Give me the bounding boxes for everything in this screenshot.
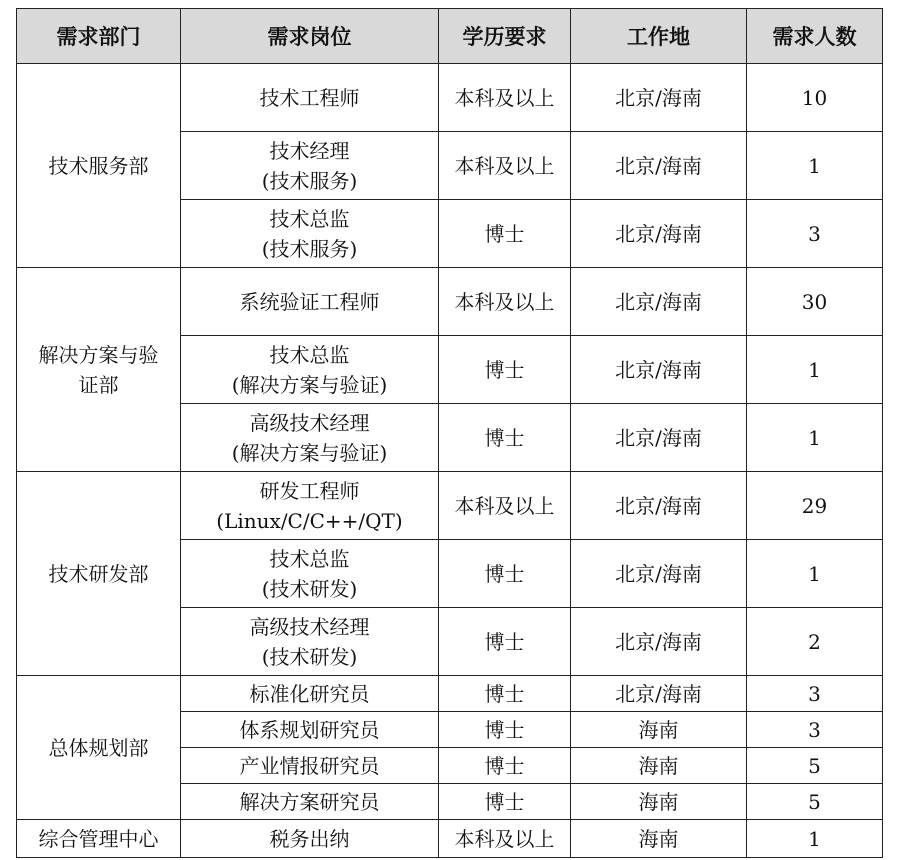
location-cell: 北京/海南 (571, 404, 747, 472)
position-cell (181, 784, 439, 820)
position-subtitle: (技术服务) (261, 236, 358, 261)
position-title: 系统验证工程师 (239, 289, 380, 314)
position-cell (181, 748, 439, 784)
position-subtitle: (技术研发) (261, 576, 358, 601)
position-cell (181, 540, 439, 608)
location-cell: 北京/海南 (571, 268, 747, 336)
header-position: 需求岗位 (181, 9, 439, 64)
position-subtitle: (解决方案与验证) (231, 372, 388, 397)
table-row (17, 676, 883, 712)
position-subtitle: (技术研发) (261, 644, 358, 669)
position-cell (181, 336, 439, 404)
table-body (17, 64, 883, 858)
headcount-cell: 3 (747, 200, 883, 268)
position-title: 标准化研究员 (249, 681, 370, 706)
headcount-cell: 3 (747, 712, 883, 748)
education-cell: 本科及以上 (439, 64, 571, 132)
location-cell: 北京/海南 (571, 64, 747, 132)
headcount-cell: 29 (747, 472, 883, 540)
department-name: 技术研发部 (48, 561, 149, 586)
position-title: 高级技术经理 (249, 614, 370, 639)
department-name: 综合管理中心 (38, 826, 159, 851)
department-name: 解决方案与验 (38, 342, 159, 367)
table-row (17, 64, 883, 132)
position-cell (181, 268, 439, 336)
location-cell: 海南 (571, 748, 747, 784)
location-cell: 海南 (571, 820, 747, 858)
position-subtitle: (解决方案与验证) (231, 440, 388, 465)
location-cell: 北京/海南 (571, 472, 747, 540)
education-cell: 博士 (439, 200, 571, 268)
position-subtitle: (Linux/C/C++/QT) (216, 508, 403, 533)
department-name: 证部 (78, 372, 119, 397)
position-cell (181, 676, 439, 712)
location-cell: 北京/海南 (571, 676, 747, 712)
education-cell: 本科及以上 (439, 472, 571, 540)
position-title: 技术总监 (269, 206, 350, 231)
recruitment-table (16, 8, 883, 858)
table-row (17, 820, 883, 858)
education-cell: 博士 (439, 676, 571, 712)
header-headcount: 需求人数 (747, 9, 883, 64)
header-location: 工作地 (571, 9, 747, 64)
table-row (17, 268, 883, 336)
position-title: 税务出纳 (269, 826, 350, 851)
position-title: 高级技术经理 (249, 410, 370, 435)
position-title: 产业情报研究员 (239, 753, 380, 778)
department-name: 总体规划部 (48, 735, 149, 760)
header-department: 需求部门 (17, 9, 181, 64)
position-title: 技术总监 (269, 546, 350, 571)
location-cell: 北京/海南 (571, 132, 747, 200)
table-row (17, 472, 883, 540)
position-cell (181, 820, 439, 858)
position-subtitle: (技术服务) (261, 168, 358, 193)
education-cell: 博士 (439, 540, 571, 608)
education-cell: 博士 (439, 784, 571, 820)
headcount-cell: 2 (747, 608, 883, 676)
position-title: 技术经理 (269, 138, 350, 163)
department-name: 技术服务部 (48, 153, 149, 178)
location-cell: 北京/海南 (571, 608, 747, 676)
headcount-cell: 1 (747, 540, 883, 608)
headcount-cell: 1 (747, 132, 883, 200)
department-cell (17, 64, 181, 268)
education-cell: 本科及以上 (439, 820, 571, 858)
position-cell (181, 608, 439, 676)
department-cell (17, 268, 181, 472)
headcount-cell: 1 (747, 404, 883, 472)
position-title: 技术工程师 (259, 85, 360, 110)
location-cell: 北京/海南 (571, 336, 747, 404)
position-cell (181, 404, 439, 472)
education-cell: 博士 (439, 404, 571, 472)
department-cell (17, 676, 181, 820)
headcount-cell: 3 (747, 676, 883, 712)
location-cell: 海南 (571, 712, 747, 748)
position-cell (181, 472, 439, 540)
department-cell (17, 820, 181, 858)
education-cell: 本科及以上 (439, 132, 571, 200)
education-cell: 博士 (439, 608, 571, 676)
position-title: 体系规划研究员 (239, 717, 380, 742)
position-title: 解决方案研究员 (239, 789, 380, 814)
headcount-cell: 5 (747, 784, 883, 820)
location-cell: 北京/海南 (571, 200, 747, 268)
education-cell: 博士 (439, 748, 571, 784)
position-title: 研发工程师 (259, 478, 360, 503)
position-cell (181, 712, 439, 748)
department-cell (17, 472, 181, 676)
headcount-cell: 1 (747, 820, 883, 858)
position-cell (181, 64, 439, 132)
headcount-cell: 10 (747, 64, 883, 132)
education-cell: 博士 (439, 712, 571, 748)
education-cell: 本科及以上 (439, 268, 571, 336)
position-cell (181, 200, 439, 268)
position-title: 技术总监 (269, 342, 350, 367)
location-cell: 北京/海南 (571, 540, 747, 608)
header-education: 学历要求 (439, 9, 571, 64)
education-cell: 博士 (439, 336, 571, 404)
location-cell: 海南 (571, 784, 747, 820)
headcount-cell: 30 (747, 268, 883, 336)
headcount-cell: 1 (747, 336, 883, 404)
headcount-cell: 5 (747, 748, 883, 784)
position-cell (181, 132, 439, 200)
header-row (17, 9, 883, 64)
